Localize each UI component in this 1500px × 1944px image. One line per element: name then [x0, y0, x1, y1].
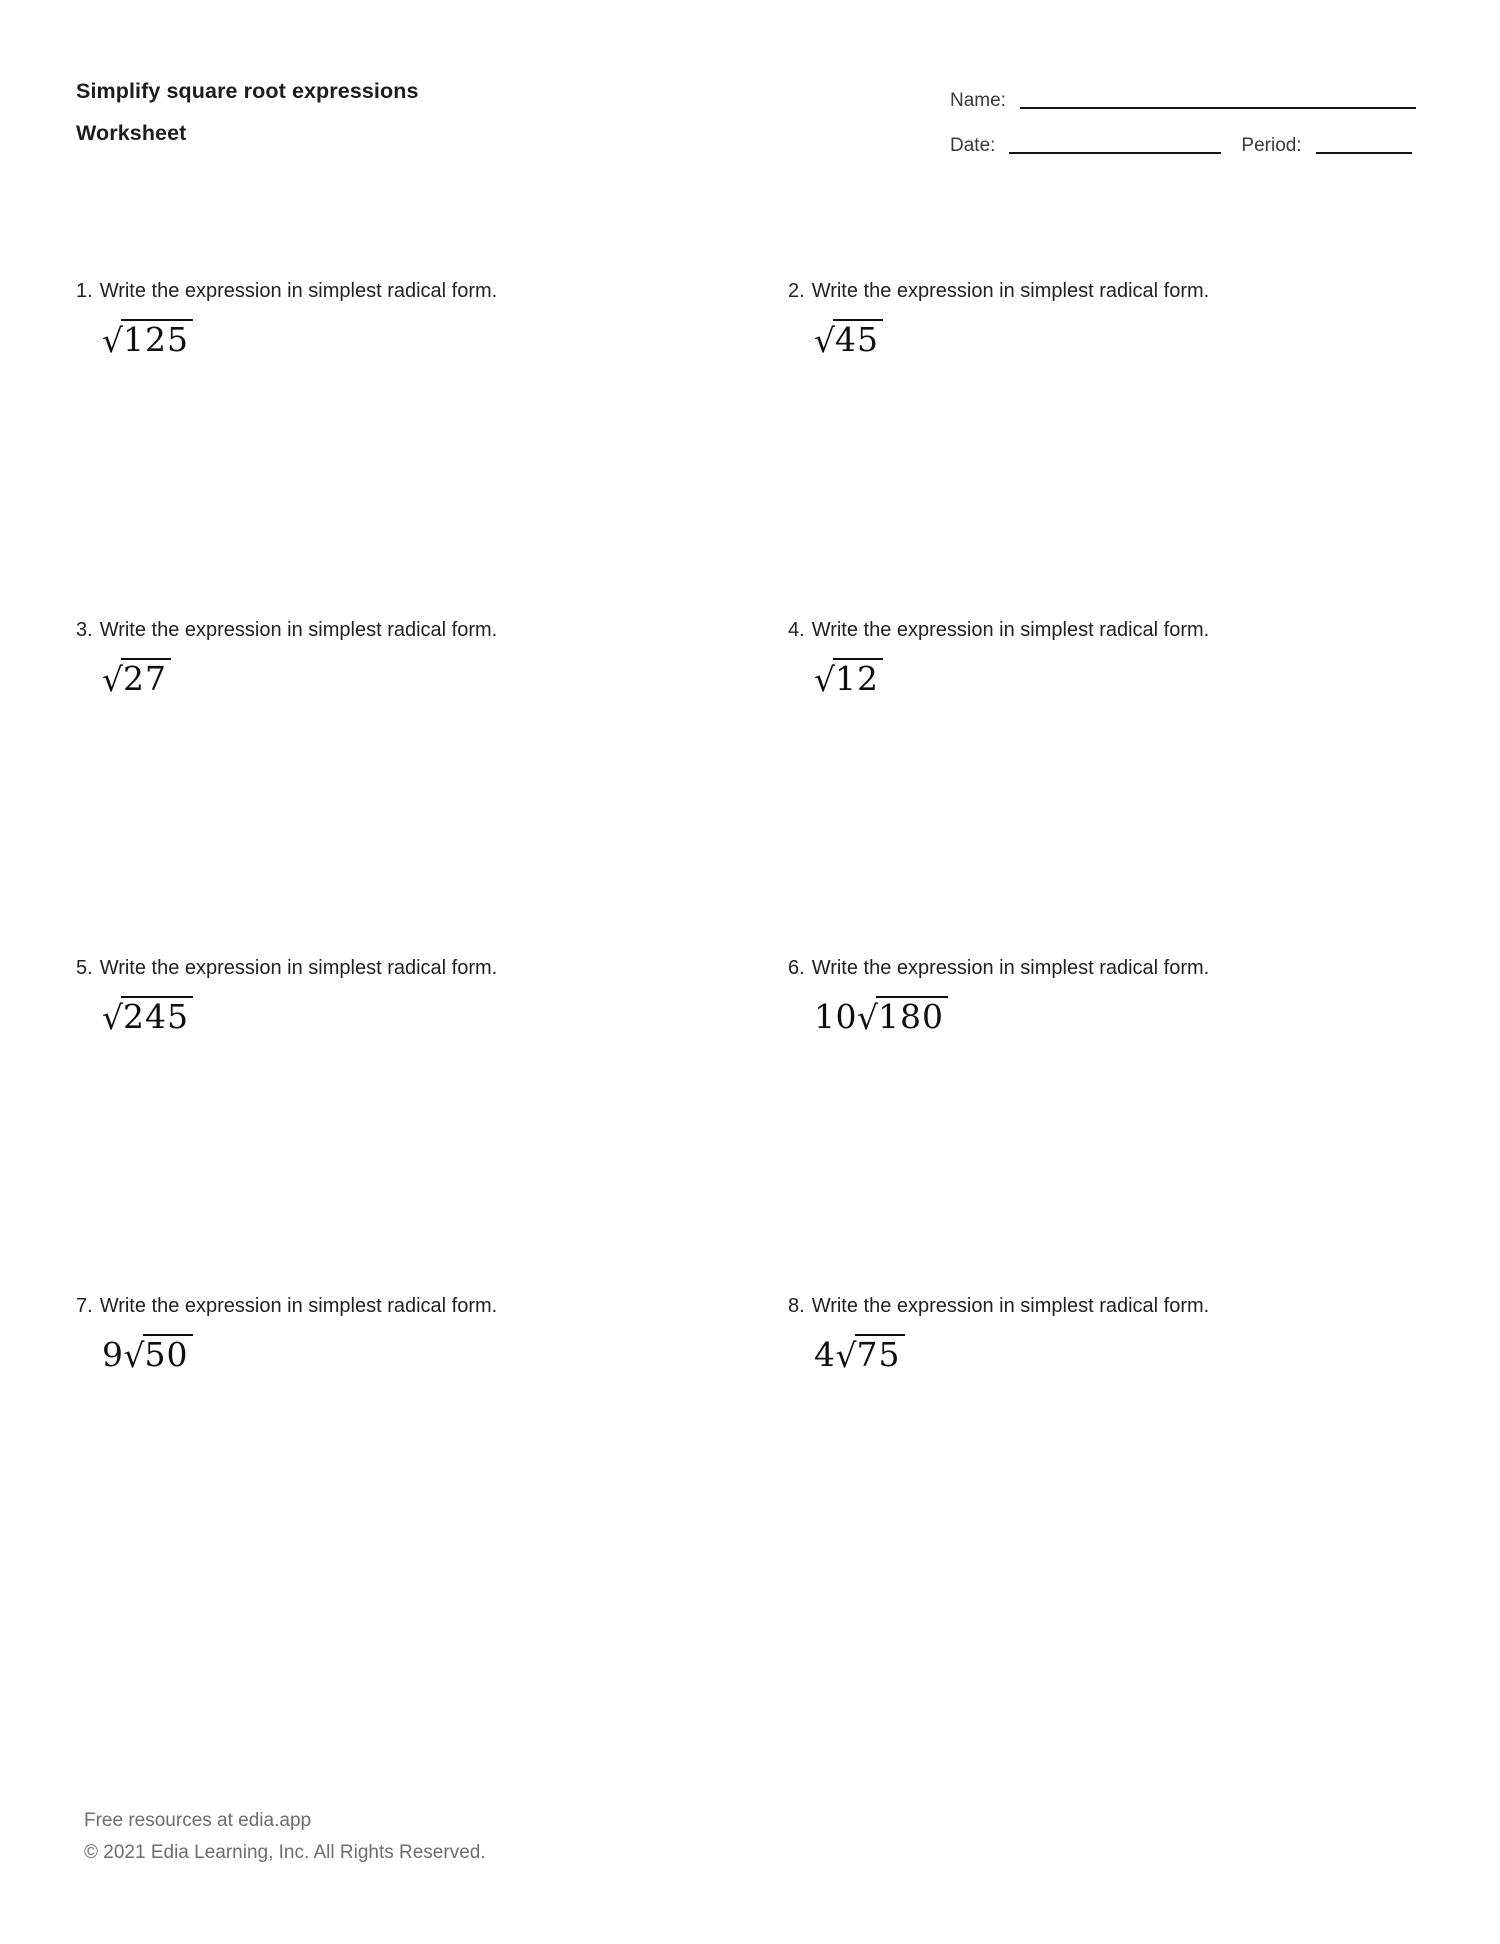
date-blank-line [1009, 150, 1221, 154]
problem-4 [788, 617, 1448, 698]
problem-1-number: 1. [76, 280, 93, 302]
radical-sign: √ [102, 998, 124, 1037]
problem-7-prompt [76, 1293, 736, 1319]
problem-4-prompt-text: Write the expression in simplest radical form. [811, 619, 1210, 641]
problem-6-prompt-text: Write the expression in simplest radical form. [811, 957, 1210, 979]
problem-5-number: 5. [76, 957, 93, 979]
footer [84, 1805, 486, 1869]
problem-2-radicand: 45 [833, 319, 883, 358]
name-label: Name: [950, 90, 1006, 111]
problem-4-number: 4. [788, 619, 805, 641]
worksheet-subtitle: Worksheet [76, 121, 187, 145]
problem-2 [788, 278, 1448, 359]
radical-sign: √ [857, 998, 879, 1037]
problem-8-prompt [788, 1293, 1448, 1319]
problem-1 [76, 278, 736, 359]
problem-6 [788, 955, 1448, 1036]
problem-5-radicand: 245 [121, 996, 193, 1035]
title-block [76, 70, 419, 154]
footer-copyright-text: © 2021 Edia Learning, Inc. All Rights Reserved. [84, 1842, 486, 1863]
problem-3-prompt-text: Write the expression in simplest radical form. [99, 619, 498, 641]
problem-8-expression [814, 1334, 1448, 1374]
problem-4-prompt [788, 617, 1448, 643]
problem-7-coefficient: 9 [102, 1335, 124, 1374]
problem-7-number: 7. [76, 1295, 93, 1317]
radical-sign: √ [814, 321, 836, 360]
radical-sign: √ [123, 1336, 145, 1375]
problem-6-expression [814, 996, 1448, 1036]
problem-2-prompt-text: Write the expression in simplest radical form. [811, 280, 1210, 302]
problem-1-prompt [76, 278, 736, 304]
period-blank-line [1316, 150, 1412, 154]
problem-5-prompt-text: Write the expression in simplest radical form. [99, 957, 498, 979]
problem-6-prompt [788, 955, 1448, 981]
problem-1-prompt-text: Write the expression in simplest radical form. [99, 280, 498, 302]
problem-2-expression [814, 319, 1448, 359]
radical-sign: √ [835, 1336, 857, 1375]
problem-5 [76, 955, 736, 1036]
radical-sign: √ [102, 321, 124, 360]
radical-sign: √ [102, 660, 124, 699]
problem-1-expression [102, 319, 736, 359]
problem-3-prompt [76, 617, 736, 643]
problem-8-prompt-text: Write the expression in simplest radical form. [811, 1295, 1210, 1317]
problem-3-expression [102, 658, 736, 698]
problem-1-radicand: 125 [121, 319, 193, 358]
period-label: Period: [1241, 135, 1302, 156]
problem-3-number: 3. [76, 619, 93, 641]
problem-7-radicand: 50 [143, 1334, 193, 1373]
problem-4-radicand: 12 [833, 658, 883, 697]
problem-8-coefficient: 4 [814, 1335, 836, 1374]
name-field-row [950, 88, 1416, 114]
problem-4-expression [814, 658, 1448, 698]
problem-6-number: 6. [788, 957, 805, 979]
problem-5-expression [102, 996, 736, 1036]
problem-3 [76, 617, 736, 698]
name-blank-line [1020, 105, 1416, 109]
footer-resources-text: Free resources at edia.app [84, 1810, 312, 1831]
date-period-field-row [950, 133, 1412, 159]
problem-7 [76, 1293, 736, 1374]
problem-7-expression [102, 1334, 736, 1374]
problem-8 [788, 1293, 1448, 1374]
radical-sign: √ [814, 660, 836, 699]
problem-7-prompt-text: Write the expression in simplest radical form. [99, 1295, 498, 1317]
problem-2-prompt [788, 278, 1448, 304]
problem-5-prompt [76, 955, 736, 981]
problem-6-radicand: 180 [876, 996, 948, 1035]
problem-8-number: 8. [788, 1295, 805, 1317]
problem-8-radicand: 75 [855, 1334, 905, 1373]
problem-3-radicand: 27 [121, 658, 171, 697]
date-label: Date: [950, 135, 996, 156]
problem-6-coefficient: 10 [814, 997, 857, 1036]
problem-2-number: 2. [788, 280, 805, 302]
worksheet-title: Simplify square root expressions [76, 79, 419, 103]
